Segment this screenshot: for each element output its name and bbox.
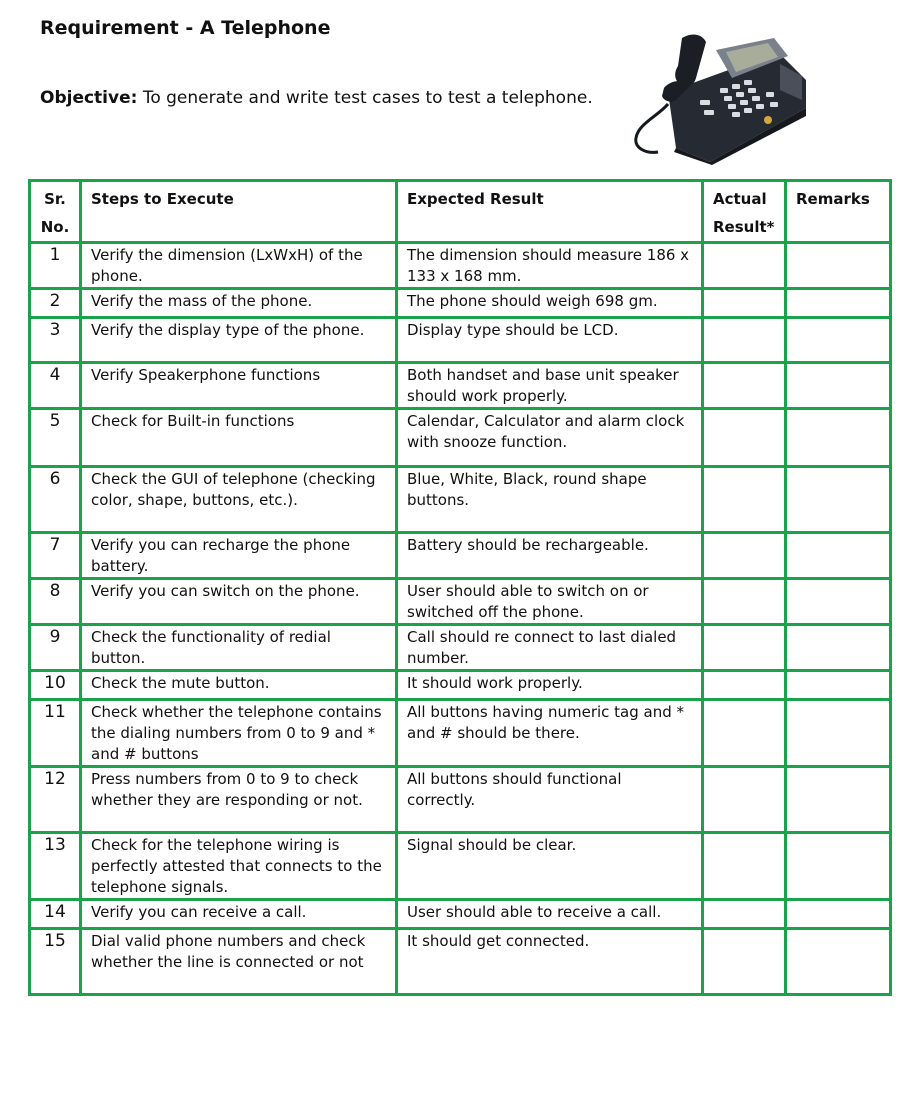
cell-sr-no: 9 [30, 625, 81, 671]
cell-remarks [786, 833, 891, 900]
cell-actual [703, 289, 786, 318]
cell-remarks [786, 318, 891, 363]
cell-remarks [786, 243, 891, 289]
cell-actual [703, 533, 786, 579]
cell-expected: It should get connected. [397, 929, 703, 995]
cell-steps: Check the mute button. [81, 671, 397, 700]
table-row [30, 700, 891, 767]
header-actual: Actual Result* [703, 181, 786, 243]
cell-remarks [786, 467, 891, 533]
cell-remarks [786, 700, 891, 767]
cell-sr-no: 2 [30, 289, 81, 318]
table-row [30, 533, 891, 579]
table-row [30, 833, 891, 900]
cell-expected: Signal should be clear. [397, 833, 703, 900]
cell-steps: Verify the display type of the phone. [81, 318, 397, 363]
cell-remarks [786, 929, 891, 995]
objective-text: To generate and write test cases to test a telephone. [137, 88, 593, 108]
cell-steps: Verify you can recharge the phone battery. [81, 533, 397, 579]
table-row [30, 671, 891, 700]
cell-expected: Calendar, Calculator and alarm clock with snooze function. [397, 409, 703, 467]
objective-label: Objective: [40, 88, 138, 108]
cell-sr-no: 5 [30, 409, 81, 467]
cell-sr-no: 6 [30, 467, 81, 533]
cell-sr-no: 7 [30, 533, 81, 579]
cell-sr-no: 13 [30, 833, 81, 900]
cell-expected: User should able to switch on or switched off the phone. [397, 579, 703, 625]
table-row [30, 579, 891, 625]
cell-sr-no: 8 [30, 579, 81, 625]
cell-expected: Both handset and base unit speaker should work properly. [397, 363, 703, 409]
cell-sr-no: 15 [30, 929, 81, 995]
table-row [30, 363, 891, 409]
cell-actual [703, 467, 786, 533]
desk-telephone-photo [628, 30, 808, 165]
cell-actual [703, 700, 786, 767]
cell-steps: Verify Speakerphone functions [81, 363, 397, 409]
cell-remarks [786, 671, 891, 700]
cell-actual [703, 900, 786, 929]
cell-remarks [786, 579, 891, 625]
table-row [30, 243, 891, 289]
cell-expected: Call should re connect to last dialed number. [397, 625, 703, 671]
cell-steps: Check the GUI of telephone (checking color, shape, buttons, etc.). [81, 467, 397, 533]
cell-actual [703, 243, 786, 289]
cell-steps: Verify the dimension (LxWxH) of the phone. [81, 243, 397, 289]
table-row [30, 900, 891, 929]
test-cases-table [28, 179, 892, 996]
cell-sr-no: 10 [30, 671, 81, 700]
cell-expected: It should work properly. [397, 671, 703, 700]
document-title: Requirement - A Telephone [40, 17, 331, 39]
cell-expected: The dimension should measure 186 x 133 x 168 mm. [397, 243, 703, 289]
cell-remarks [786, 625, 891, 671]
cell-steps: Verify you can switch on the phone. [81, 579, 397, 625]
cell-sr-no: 14 [30, 900, 81, 929]
table-row [30, 929, 891, 995]
cell-actual [703, 409, 786, 467]
table-row [30, 625, 891, 671]
cell-actual [703, 625, 786, 671]
cell-sr-no: 3 [30, 318, 81, 363]
cell-remarks [786, 767, 891, 833]
cell-steps: Verify you can receive a call. [81, 900, 397, 929]
cell-actual [703, 671, 786, 700]
table-row [30, 409, 891, 467]
cell-sr-no: 4 [30, 363, 81, 409]
cell-actual [703, 767, 786, 833]
header-expected: Expected Result [397, 181, 703, 243]
cell-remarks [786, 900, 891, 929]
cell-steps: Dial valid phone numbers and check whether the line is connected or not [81, 929, 397, 995]
cell-actual [703, 363, 786, 409]
cell-expected: Blue, White, Black, round shape buttons. [397, 467, 703, 533]
cell-sr-no: 1 [30, 243, 81, 289]
cell-steps: Check whether the telephone contains the dialing numbers from 0 to 9 and * and # buttons [81, 700, 397, 767]
cell-actual [703, 929, 786, 995]
cell-remarks [786, 289, 891, 318]
header-sr-no: Sr. No. [30, 181, 81, 243]
cell-actual [703, 579, 786, 625]
cell-remarks [786, 533, 891, 579]
cell-expected: All buttons having numeric tag and * and # should be there. [397, 700, 703, 767]
cell-expected: All buttons should functional correctly. [397, 767, 703, 833]
table-row [30, 318, 891, 363]
cell-steps: Check for the telephone wiring is perfectly attested that connects to the telephone signals. [81, 833, 397, 900]
cell-steps: Press numbers from 0 to 9 to check whether they are responding or not. [81, 767, 397, 833]
cell-expected: User should able to receive a call. [397, 900, 703, 929]
cell-remarks [786, 363, 891, 409]
cell-steps: Check for Built-in functions [81, 409, 397, 467]
cell-sr-no: 12 [30, 767, 81, 833]
cell-steps: Verify the mass of the phone. [81, 289, 397, 318]
table-row [30, 467, 891, 533]
table-row [30, 289, 891, 318]
cell-sr-no: 11 [30, 700, 81, 767]
header-steps: Steps to Execute [81, 181, 397, 243]
cell-expected: Battery should be rechargeable. [397, 533, 703, 579]
cell-expected: Display type should be LCD. [397, 318, 703, 363]
header-remarks: Remarks [786, 181, 891, 243]
cell-steps: Check the functionality of redial button. [81, 625, 397, 671]
cell-expected: The phone should weigh 698 gm. [397, 289, 703, 318]
objective-line [40, 88, 593, 108]
cell-actual [703, 318, 786, 363]
cell-actual [703, 833, 786, 900]
cell-remarks [786, 409, 891, 467]
table-header-row [30, 181, 891, 243]
table-row [30, 767, 891, 833]
